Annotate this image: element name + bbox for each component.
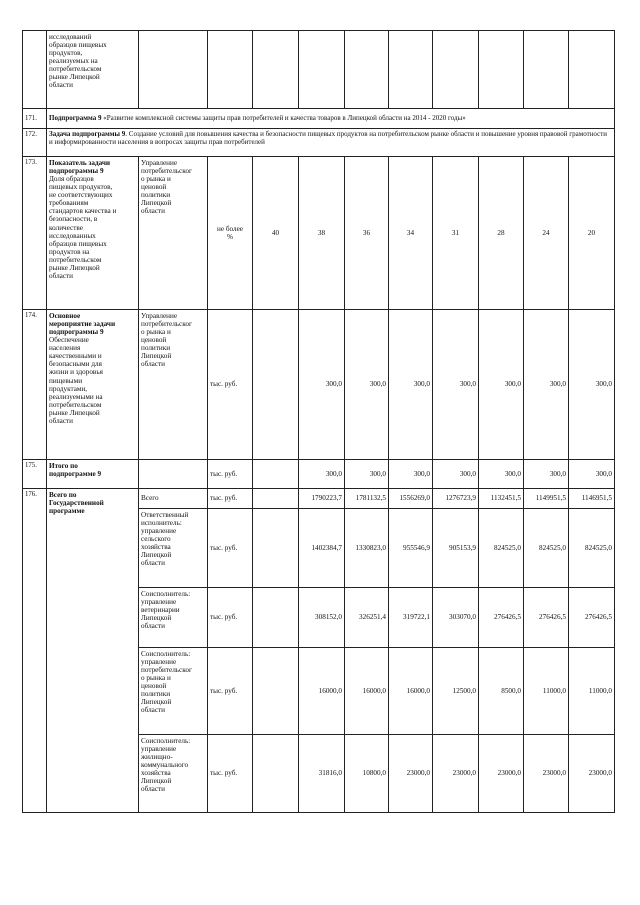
value-cell: 955546,9 xyxy=(389,509,433,588)
value-cell: 300,0 xyxy=(433,310,479,460)
unit: тыс. руб. xyxy=(208,310,253,460)
value-cell: 300,0 xyxy=(389,460,433,489)
value-cell: 824525,0 xyxy=(479,509,524,588)
executor: Ответственный исполнитель: управление сельского хозяйства Липецкой области xyxy=(139,509,208,588)
value-cell: 300,0 xyxy=(479,460,524,489)
executor: Соисполнитель: управление потребительског о рынка и ценовой политики Липецкой области xyxy=(139,648,208,735)
value-cell: 905153,9 xyxy=(433,509,479,588)
indicator-name: Основное мероприятие задачи подпрограммы 9 Обеспечение населения качественными и безопасными для жизни и здоровья пищевыми продуктами, реализуемыми на потребительском рынке Липецкой области xyxy=(47,310,139,460)
value-cell: 1330823,0 xyxy=(345,509,389,588)
value-cell: 276426,5 xyxy=(479,588,524,648)
value-cell xyxy=(253,310,299,460)
row-number: 171. xyxy=(23,109,47,129)
table-row xyxy=(23,460,615,489)
indicator-name: Всего по Государственной программе xyxy=(47,489,139,813)
value-cell: 1556269,0 xyxy=(389,489,433,509)
value-cell: 1146951,5 xyxy=(569,489,615,509)
value-cell: 319722,1 xyxy=(389,588,433,648)
value-cell: 1149951,5 xyxy=(524,489,569,509)
value-cell: 16000,0 xyxy=(389,648,433,735)
executor: Управление потребительског о рынка и ценовой политики Липецкой области xyxy=(139,310,208,460)
value-cell: 308152,0 xyxy=(299,588,345,648)
value-cell: 326251,4 xyxy=(345,588,389,648)
value-cell: 300,0 xyxy=(345,310,389,460)
unit: тыс. руб. xyxy=(208,509,253,588)
value-cell: 1132451,5 xyxy=(479,489,524,509)
value-cell: 300,0 xyxy=(479,310,524,460)
value-cell: 12500,0 xyxy=(433,648,479,735)
row-number: 175. xyxy=(23,460,47,489)
unit: не более % xyxy=(208,157,253,310)
unit: тыс. руб. xyxy=(208,460,253,489)
table-row xyxy=(23,157,615,310)
value-cell: 303070,0 xyxy=(433,588,479,648)
value-cell xyxy=(253,735,299,813)
subprogram-title: Подпрограмма 9 «Развитие комплексной системы защиты прав потребителей и качества товаров в Липецкой области на 2014 - 2020 годы» xyxy=(47,109,615,129)
value-cell xyxy=(253,460,299,489)
row-number: 173. xyxy=(23,157,47,310)
subprogram-task: Задача подпрограммы 9. Создание условий для повышения качества и безопасности пищевых продуктов на потребительском рынке области и повышение уровня правовой грамотности и информированности населения в вопросах защиты прав потребителей xyxy=(47,129,615,157)
program-table xyxy=(22,30,615,813)
value-cell: 300,0 xyxy=(569,460,615,489)
value-cell xyxy=(253,489,299,509)
value-cell: 276426,5 xyxy=(569,588,615,648)
value-cell: 300,0 xyxy=(524,310,569,460)
unit: тыс. руб. xyxy=(208,588,253,648)
indicator-name: Итого по подпрограмме 9 xyxy=(47,460,139,489)
value-cell: 40 xyxy=(253,157,299,310)
value-cell: 276426,5 xyxy=(524,588,569,648)
indicator-name: исследований образцов пищевых продуктов, реализуемых на потребительском рынке Липецкой области xyxy=(47,31,139,109)
value-cell: 824525,0 xyxy=(524,509,569,588)
value-cell: 300,0 xyxy=(345,460,389,489)
executor: Соисполнитель: управление ветеринарии Липецкой области xyxy=(139,588,208,648)
indicator-name: Показатель задачи подпрограммы 9 Доля образцов пищевых продуктов, не соответствующих требованиям стандартов качества и безопасности, в количестве исследованных образцов пищевых продуктов на потребительском рынке Липецкой области xyxy=(47,157,139,310)
row-number xyxy=(23,31,47,109)
value-cell: 16000,0 xyxy=(345,648,389,735)
table-row xyxy=(23,31,615,109)
value-cell: 23000,0 xyxy=(569,735,615,813)
unit: тыс. руб. xyxy=(208,489,253,509)
value-cell: 36 xyxy=(345,157,389,310)
value-cell: 300,0 xyxy=(299,460,345,489)
value-cell: 38 xyxy=(299,157,345,310)
value-cell: 824525,0 xyxy=(569,509,615,588)
value-cell: 23000,0 xyxy=(524,735,569,813)
table-row xyxy=(23,310,615,460)
value-cell: 31 xyxy=(433,157,479,310)
table-row xyxy=(23,109,615,129)
executor: Всего xyxy=(139,489,208,509)
table-row xyxy=(23,129,615,157)
value-cell: 23000,0 xyxy=(479,735,524,813)
row-number: 172. xyxy=(23,129,47,157)
value-cell: 23000,0 xyxy=(389,735,433,813)
executor: Управление потребительског о рынка и ценовой политики Липецкой области xyxy=(139,157,208,310)
value-cell: 23000,0 xyxy=(433,735,479,813)
executor: Соисполнитель: управление жилищно- коммунального хозяйства Липецкой области xyxy=(139,735,208,813)
value-cell: 300,0 xyxy=(389,310,433,460)
value-cell: 1402384,7 xyxy=(299,509,345,588)
value-cell: 20 xyxy=(569,157,615,310)
value-cell: 300,0 xyxy=(569,310,615,460)
value-cell: 34 xyxy=(389,157,433,310)
value-cell xyxy=(253,648,299,735)
unit: тыс. руб. xyxy=(208,648,253,735)
unit: тыс. руб. xyxy=(208,735,253,813)
value-cell: 16000,0 xyxy=(299,648,345,735)
row-number: 176. xyxy=(23,489,47,813)
row-number: 174. xyxy=(23,310,47,460)
value-cell: 31816,0 xyxy=(299,735,345,813)
value-cell xyxy=(253,509,299,588)
value-cell xyxy=(253,588,299,648)
value-cell: 1276723,9 xyxy=(433,489,479,509)
value-cell: 11000,0 xyxy=(569,648,615,735)
value-cell: 1781132,5 xyxy=(345,489,389,509)
table-row xyxy=(23,489,615,509)
value-cell: 28 xyxy=(479,157,524,310)
value-cell: 11000,0 xyxy=(524,648,569,735)
value-cell: 300,0 xyxy=(299,310,345,460)
value-cell: 8500,0 xyxy=(479,648,524,735)
value-cell: 24 xyxy=(524,157,569,310)
value-cell: 300,0 xyxy=(524,460,569,489)
value-cell: 1790223,7 xyxy=(299,489,345,509)
value-cell: 10800,0 xyxy=(345,735,389,813)
value-cell: 300,0 xyxy=(433,460,479,489)
